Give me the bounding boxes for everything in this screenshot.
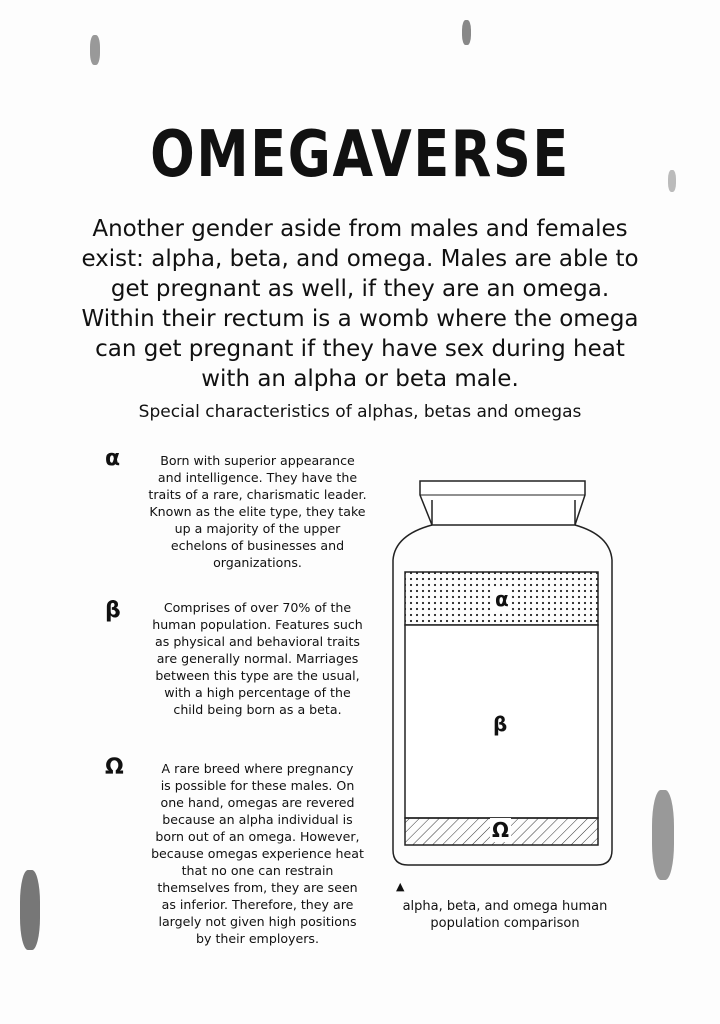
intro-line: Within their rectum is a womb where the omega [81,306,639,332]
beta-symbol: β [105,598,121,623]
jar-beta-label: β [493,712,508,736]
desc-line: organizations. [213,555,302,570]
desc-line: human population. Features such [152,617,363,632]
desc-line: one hand, omegas are revered [160,795,355,810]
jar-lid [420,481,585,525]
desc-line: are generally normal. Marriages [156,651,359,666]
desc-line: up a majority of the upper [174,521,341,536]
section-subtitle: Special characteristics of alphas, betas and omegas [138,402,582,422]
desc-line: Born with superior appearance [160,453,355,468]
intro-line: can get pregnant if they have sex during heat [95,336,625,362]
desc-line: between this type are the usual, [155,668,360,683]
jar-alpha-label: α [495,587,509,611]
desc-line: that no one can restrain [181,863,334,878]
desc-line: born out of an omega. However, [155,829,360,844]
omega-symbol: Ω [105,755,124,780]
caption-line: alpha, beta, and omega human [402,899,608,914]
page-title: OMEGAVERSE [150,118,570,192]
desc-line: Known as the elite type, they take [149,504,366,519]
desc-line: Comprises of over 70% of the [163,600,352,615]
jar-omega-label: Ω [492,818,510,842]
desc-line: by their employers. [196,931,319,946]
intro-line: with an alpha or beta male. [201,366,519,392]
desc-line: as inferior. Therefore, they are [161,897,354,912]
jar-caption [385,898,625,932]
desc-line: because omegas experience heat [151,846,364,861]
desc-line: largely not given high positions [158,914,357,929]
intro-line: Another gender aside from males and females [92,216,628,242]
desc-line: traits of a rare, charismatic leader. [148,487,367,502]
desc-line: with a high percentage of the [164,685,351,700]
caption-line: population comparison [430,916,580,931]
desc-line: as physical and behavioral traits [155,634,360,649]
alpha-symbol: α [105,446,121,471]
desc-line: is possible for these males. On [160,778,355,793]
desc-line: and intelligence. They have the [157,470,358,485]
desc-line: child being born as a beta. [173,702,342,717]
desc-line: A rare breed where pregnancy [161,761,354,776]
desc-line: echelons of businesses and [170,538,345,553]
caption-triangle-icon: ▲ [396,880,405,893]
intro-line: get pregnant as well, if they are an omega. [110,276,610,302]
desc-line: because an alpha individual is [162,812,353,827]
desc-line: themselves from, they are seen [157,880,358,895]
intro-line: exist: alpha, beta, and omega. Males are able to [81,246,639,272]
